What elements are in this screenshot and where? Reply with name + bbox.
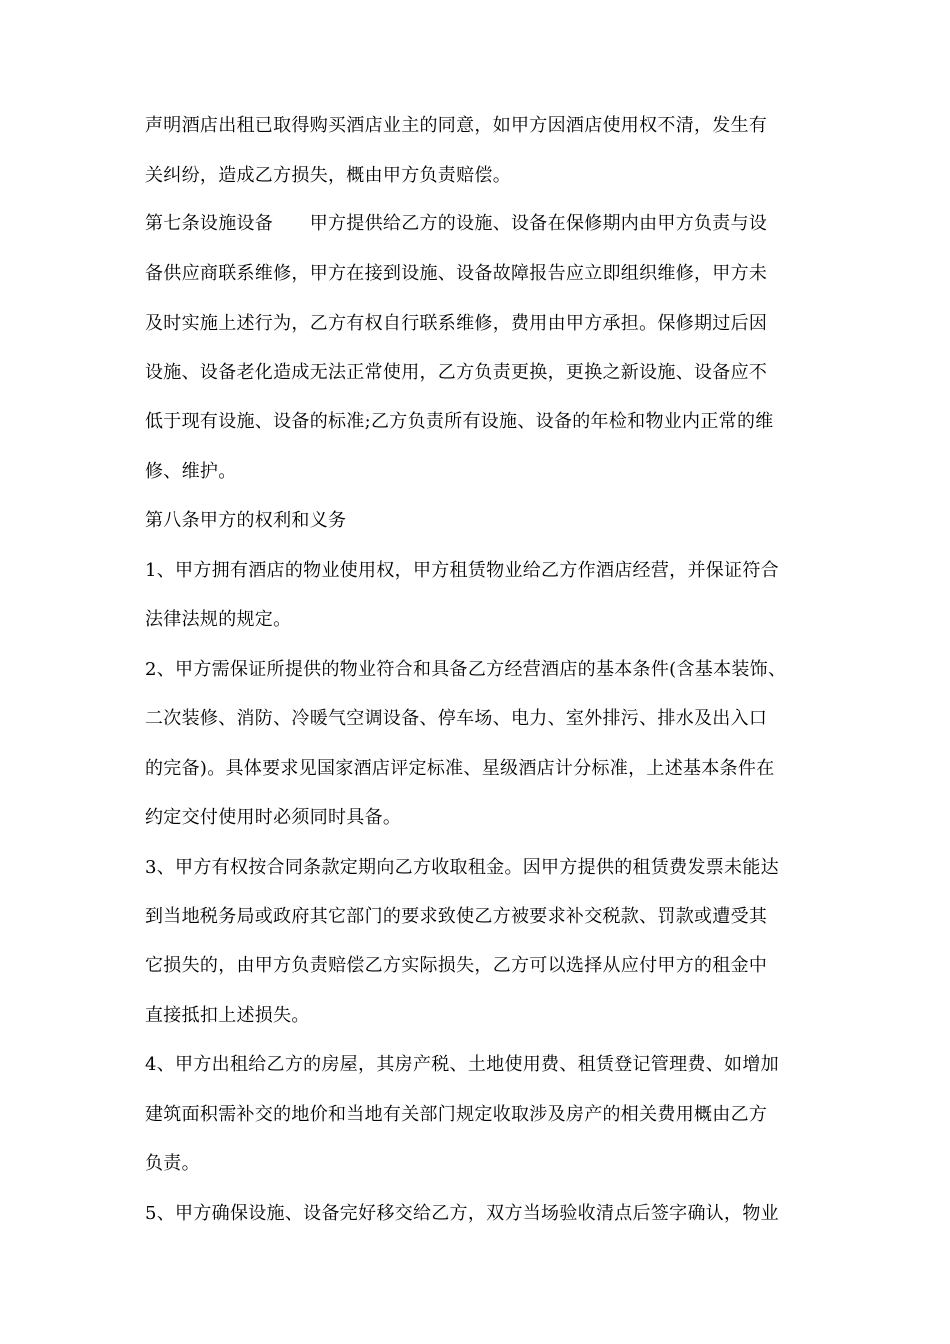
text-line: 备供应商联系维修，甲方在接到设施、设备故障报告应立即组织维修，甲方未: [145, 263, 768, 284]
text-line: 2、甲方需保证所提供的物业符合和具备乙方经营酒店的基本条件(含基本装饰、: [145, 659, 787, 680]
text-line: 约定交付使用时必须同时具备。: [145, 807, 402, 828]
text-line: 设施、设备老化造成无法正常使用，乙方负责更换，更换之新设施、设备应不: [145, 362, 768, 383]
text-line: 关纠纷，造成乙方损失，概由甲方负责赔偿。: [145, 165, 511, 186]
text-line: 负责。: [145, 1153, 200, 1174]
text-line: 建筑面积需补交的地价和当地有关部门规定收取涉及房产的相关费用概由乙方: [145, 1104, 768, 1125]
text-line: 声明酒店出租已取得购买酒店业主的同意，如甲方因酒店使用权不清，发生有: [145, 115, 768, 136]
text-line: 二次装修、消防、冷暖气空调设备、停车场、电力、室外排污、排水及出入口: [145, 708, 768, 729]
text-line: 第七条设施设备 甲方提供给乙方的设施、设备在保修期内由甲方负责与设: [145, 213, 768, 234]
text-line: 及时实施上述行为，乙方有权自行联系维修，费用由甲方承担。保修期过后因: [145, 313, 768, 334]
text-line: 3、甲方有权按合同条款定期向乙方收取租金。因甲方提供的租赁费发票未能达: [145, 857, 779, 878]
text-line: 1、甲方拥有酒店的物业使用权，甲方租赁物业给乙方作酒店经营，并保证符合: [145, 560, 779, 581]
text-line: 5、甲方确保设施、设备完好移交给乙方，双方当场验收清点后签字确认，物业: [145, 1203, 779, 1224]
text-line: 低于现有设施、设备的标准;乙方负责所有设施、设备的年检和物业内正常的维: [145, 411, 774, 432]
section-heading: 第八条甲方的权利和义务: [145, 510, 347, 531]
text-line: 法律法规的规定。: [145, 609, 292, 630]
text-line: 的完备)。具体要求见国家酒店评定标准、星级酒店计分标准，上述基本条件在: [145, 758, 775, 779]
text-line: 到当地税务局或政府其它部门的要求致使乙方被要求补交税款、罚款或遭受其: [145, 906, 768, 927]
text-line: 4、甲方出租给乙方的房屋，其房产税、土地使用费、租赁登记管理费、如增加: [145, 1054, 779, 1075]
text-line: 直接抵扣上述损失。: [145, 1005, 310, 1026]
text-line: 它损失的，由甲方负责赔偿乙方实际损失，乙方可以选择从应付甲方的租金中: [145, 955, 768, 976]
text-line: 修、维护。: [145, 461, 237, 482]
